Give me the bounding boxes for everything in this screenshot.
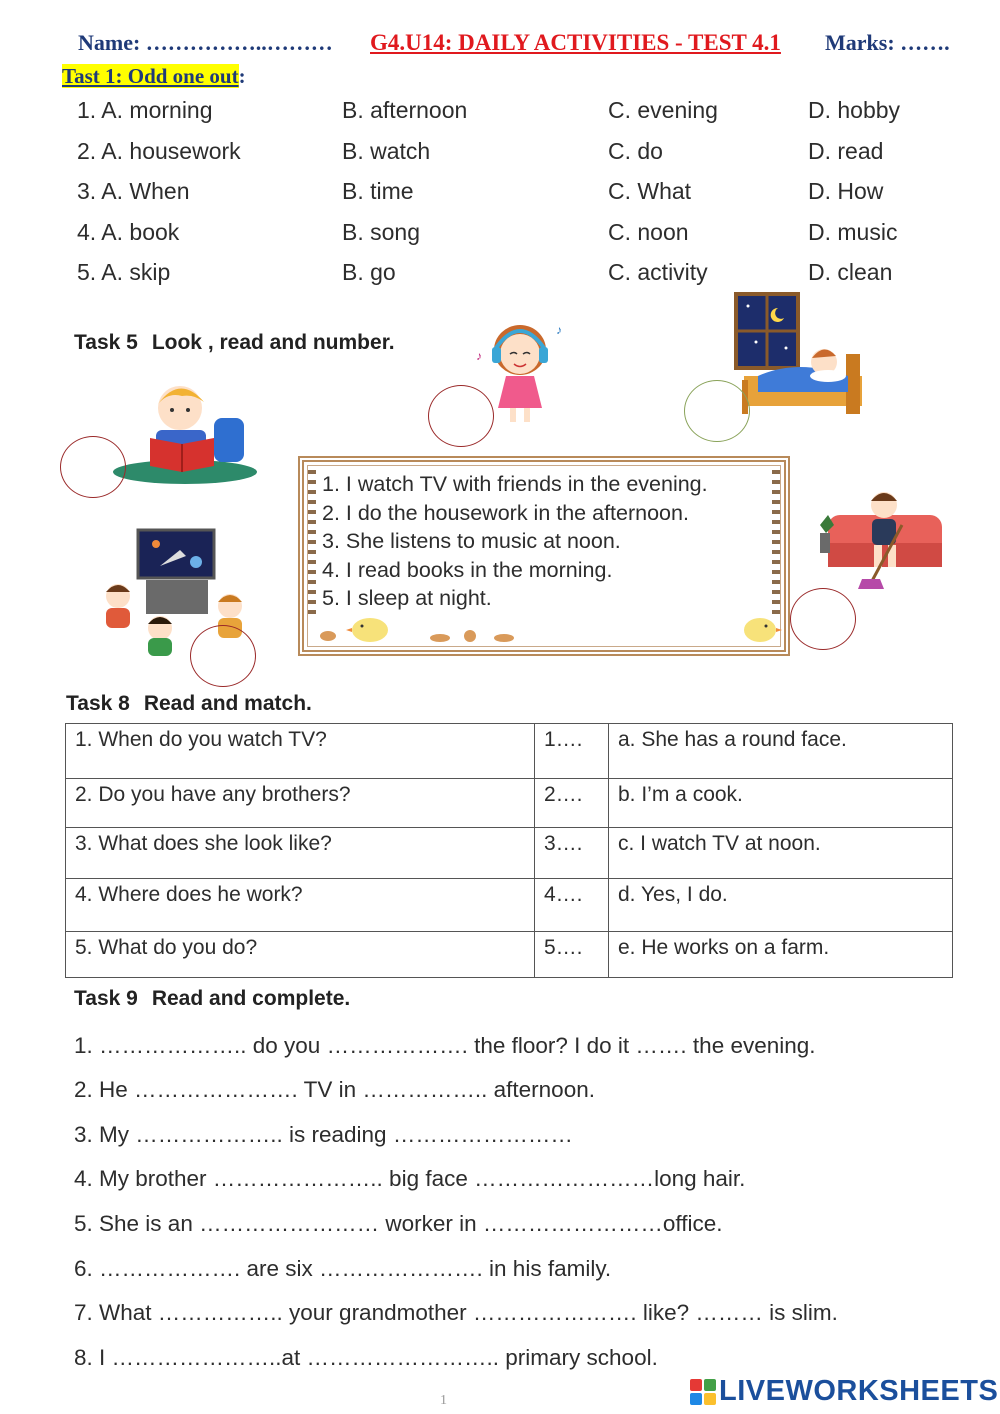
decorative-frame — [308, 470, 316, 620]
answer-circle-boy-reading[interactable] — [60, 436, 126, 498]
chick-decoration — [314, 616, 784, 644]
answer-circle-boy-housework[interactable] — [790, 588, 856, 650]
liveworksheets-icon — [690, 1379, 716, 1405]
answer-option-cell: d. Yes, I do. — [609, 879, 953, 932]
question-cell: 1. When do you watch TV? — [66, 724, 535, 779]
fill-in-line[interactable]: 7. What …………….. your grandmother …………………. like? ……… is slim. — [74, 1300, 838, 1325]
table-row — [66, 932, 953, 978]
question-cell: 4. Where does he work? — [66, 879, 535, 932]
option-b[interactable]: B. time — [342, 178, 414, 204]
task5-sentence: 5. I sleep at night. — [322, 586, 492, 610]
answer-slot[interactable]: 2…. — [535, 779, 609, 828]
task1-heading: Tast 1: Odd one out: — [62, 64, 246, 88]
option-b[interactable]: B. go — [342, 259, 396, 285]
fill-in-line[interactable]: 2. He …………………. TV in …………….. afternoon. — [74, 1077, 595, 1102]
question-cell: 5. What do you do? — [66, 932, 535, 978]
task5-heading: Task 5 Look , read and number. — [74, 331, 395, 354]
table-row — [66, 828, 953, 879]
question-cell: 2. Do you have any brothers? — [66, 779, 535, 828]
task5-sentence: 2. I do the housework in the afternoon. — [322, 500, 689, 525]
name-field-label: Name: ……………..……… — [78, 30, 333, 55]
task1-row — [0, 138, 1000, 168]
answer-slot[interactable]: 1…. — [535, 724, 609, 779]
boy-reading-illustration — [110, 378, 260, 488]
task8-heading: Task 8 Read and match. — [66, 692, 312, 715]
option-d[interactable]: D. read — [808, 138, 884, 164]
task1-row — [0, 178, 1000, 208]
option-d[interactable]: D. clean — [808, 259, 893, 285]
option-c[interactable]: C. activity — [608, 259, 708, 285]
svg-text:♪: ♪ — [476, 349, 482, 363]
option-a[interactable]: 2. A. housework — [77, 138, 241, 164]
fill-in-line[interactable]: 3. My ……………….. is reading …………………… — [74, 1122, 573, 1147]
page-number: 1 — [440, 1393, 447, 1408]
answer-circle-girl-music[interactable] — [428, 385, 494, 447]
answer-circle-boy-sleeping[interactable] — [684, 380, 750, 442]
boy-sleeping-illustration — [728, 292, 868, 420]
option-a[interactable]: 5. A. skip — [77, 259, 171, 285]
task9-heading: Task 9 Read and complete. — [74, 987, 351, 1010]
answer-slot[interactable]: 3…. — [535, 828, 609, 879]
brand-name: LIVEWORKSHEETS — [719, 1375, 999, 1407]
answer-option-cell: e. He works on a farm. — [609, 932, 953, 978]
table-row — [66, 779, 953, 828]
worksheet-title: G4.U14: DAILY ACTIVITIES - TEST 4.1 — [370, 30, 781, 55]
task1-row — [0, 259, 1000, 289]
option-c[interactable]: C. noon — [608, 219, 689, 245]
option-c[interactable]: C. do — [608, 138, 663, 164]
option-d[interactable]: D. How — [808, 178, 884, 204]
task1-row — [0, 219, 1000, 249]
option-a[interactable]: 3. A. When — [77, 178, 190, 204]
fill-in-line[interactable]: 4. My brother ………………….. big face ……………………long hair. — [74, 1166, 746, 1191]
option-d[interactable]: D. hobby — [808, 97, 901, 123]
task5-sentence-list — [322, 470, 708, 613]
answer-option-cell: b. I’m a cook. — [609, 779, 953, 828]
task5-sentence: 1. I watch TV with friends in the evening. — [322, 472, 708, 496]
fill-in-line[interactable]: 6. ………………. are six …………………. in his family. — [74, 1256, 612, 1281]
answer-option-cell: a. She has a round face. — [609, 724, 953, 779]
answer-slot[interactable]: 5…. — [535, 932, 609, 978]
option-b[interactable]: B. afternoon — [342, 97, 468, 123]
option-c[interactable]: C. evening — [608, 97, 718, 123]
table-row — [66, 724, 953, 779]
marks-field-label: Marks: ……. — [825, 30, 950, 55]
boy-doing-housework-illustration — [810, 485, 950, 595]
option-a[interactable]: 4. A. book — [77, 219, 180, 245]
fill-in-line[interactable]: 8. I …………………..at …………………….. primary school. — [74, 1345, 658, 1370]
decorative-frame — [772, 470, 780, 620]
task1-row — [0, 97, 1000, 127]
task5-sentence: 3. She listens to music at noon. — [322, 529, 621, 553]
liveworksheets-logo[interactable] — [690, 1375, 998, 1408]
svg-text:♪: ♪ — [556, 323, 562, 337]
option-b[interactable]: B. watch — [342, 138, 431, 164]
option-b[interactable]: B. song — [342, 219, 420, 245]
answer-slot[interactable]: 4…. — [535, 879, 609, 932]
option-d[interactable]: D. music — [808, 219, 898, 245]
task5-sentence: 4. I read books in the morning. — [322, 557, 613, 582]
fill-in-line[interactable]: 1. ……………….. do you ………………. the floor? I do it ……. the evening. — [74, 1033, 816, 1058]
table-row — [66, 879, 953, 932]
option-c[interactable]: C. What — [608, 178, 692, 204]
answer-circle-kids-tv[interactable] — [190, 625, 256, 687]
task8-match-table — [65, 723, 953, 978]
task5-sentence-box — [298, 456, 790, 656]
answer-option-cell: c. I watch TV at noon. — [609, 828, 953, 879]
question-cell: 3. What does she look like? — [66, 828, 535, 879]
fill-in-line[interactable]: 5. She is an …………………… worker in ……………………office. — [74, 1211, 723, 1236]
option-a[interactable]: 1. A. morning — [77, 97, 213, 123]
